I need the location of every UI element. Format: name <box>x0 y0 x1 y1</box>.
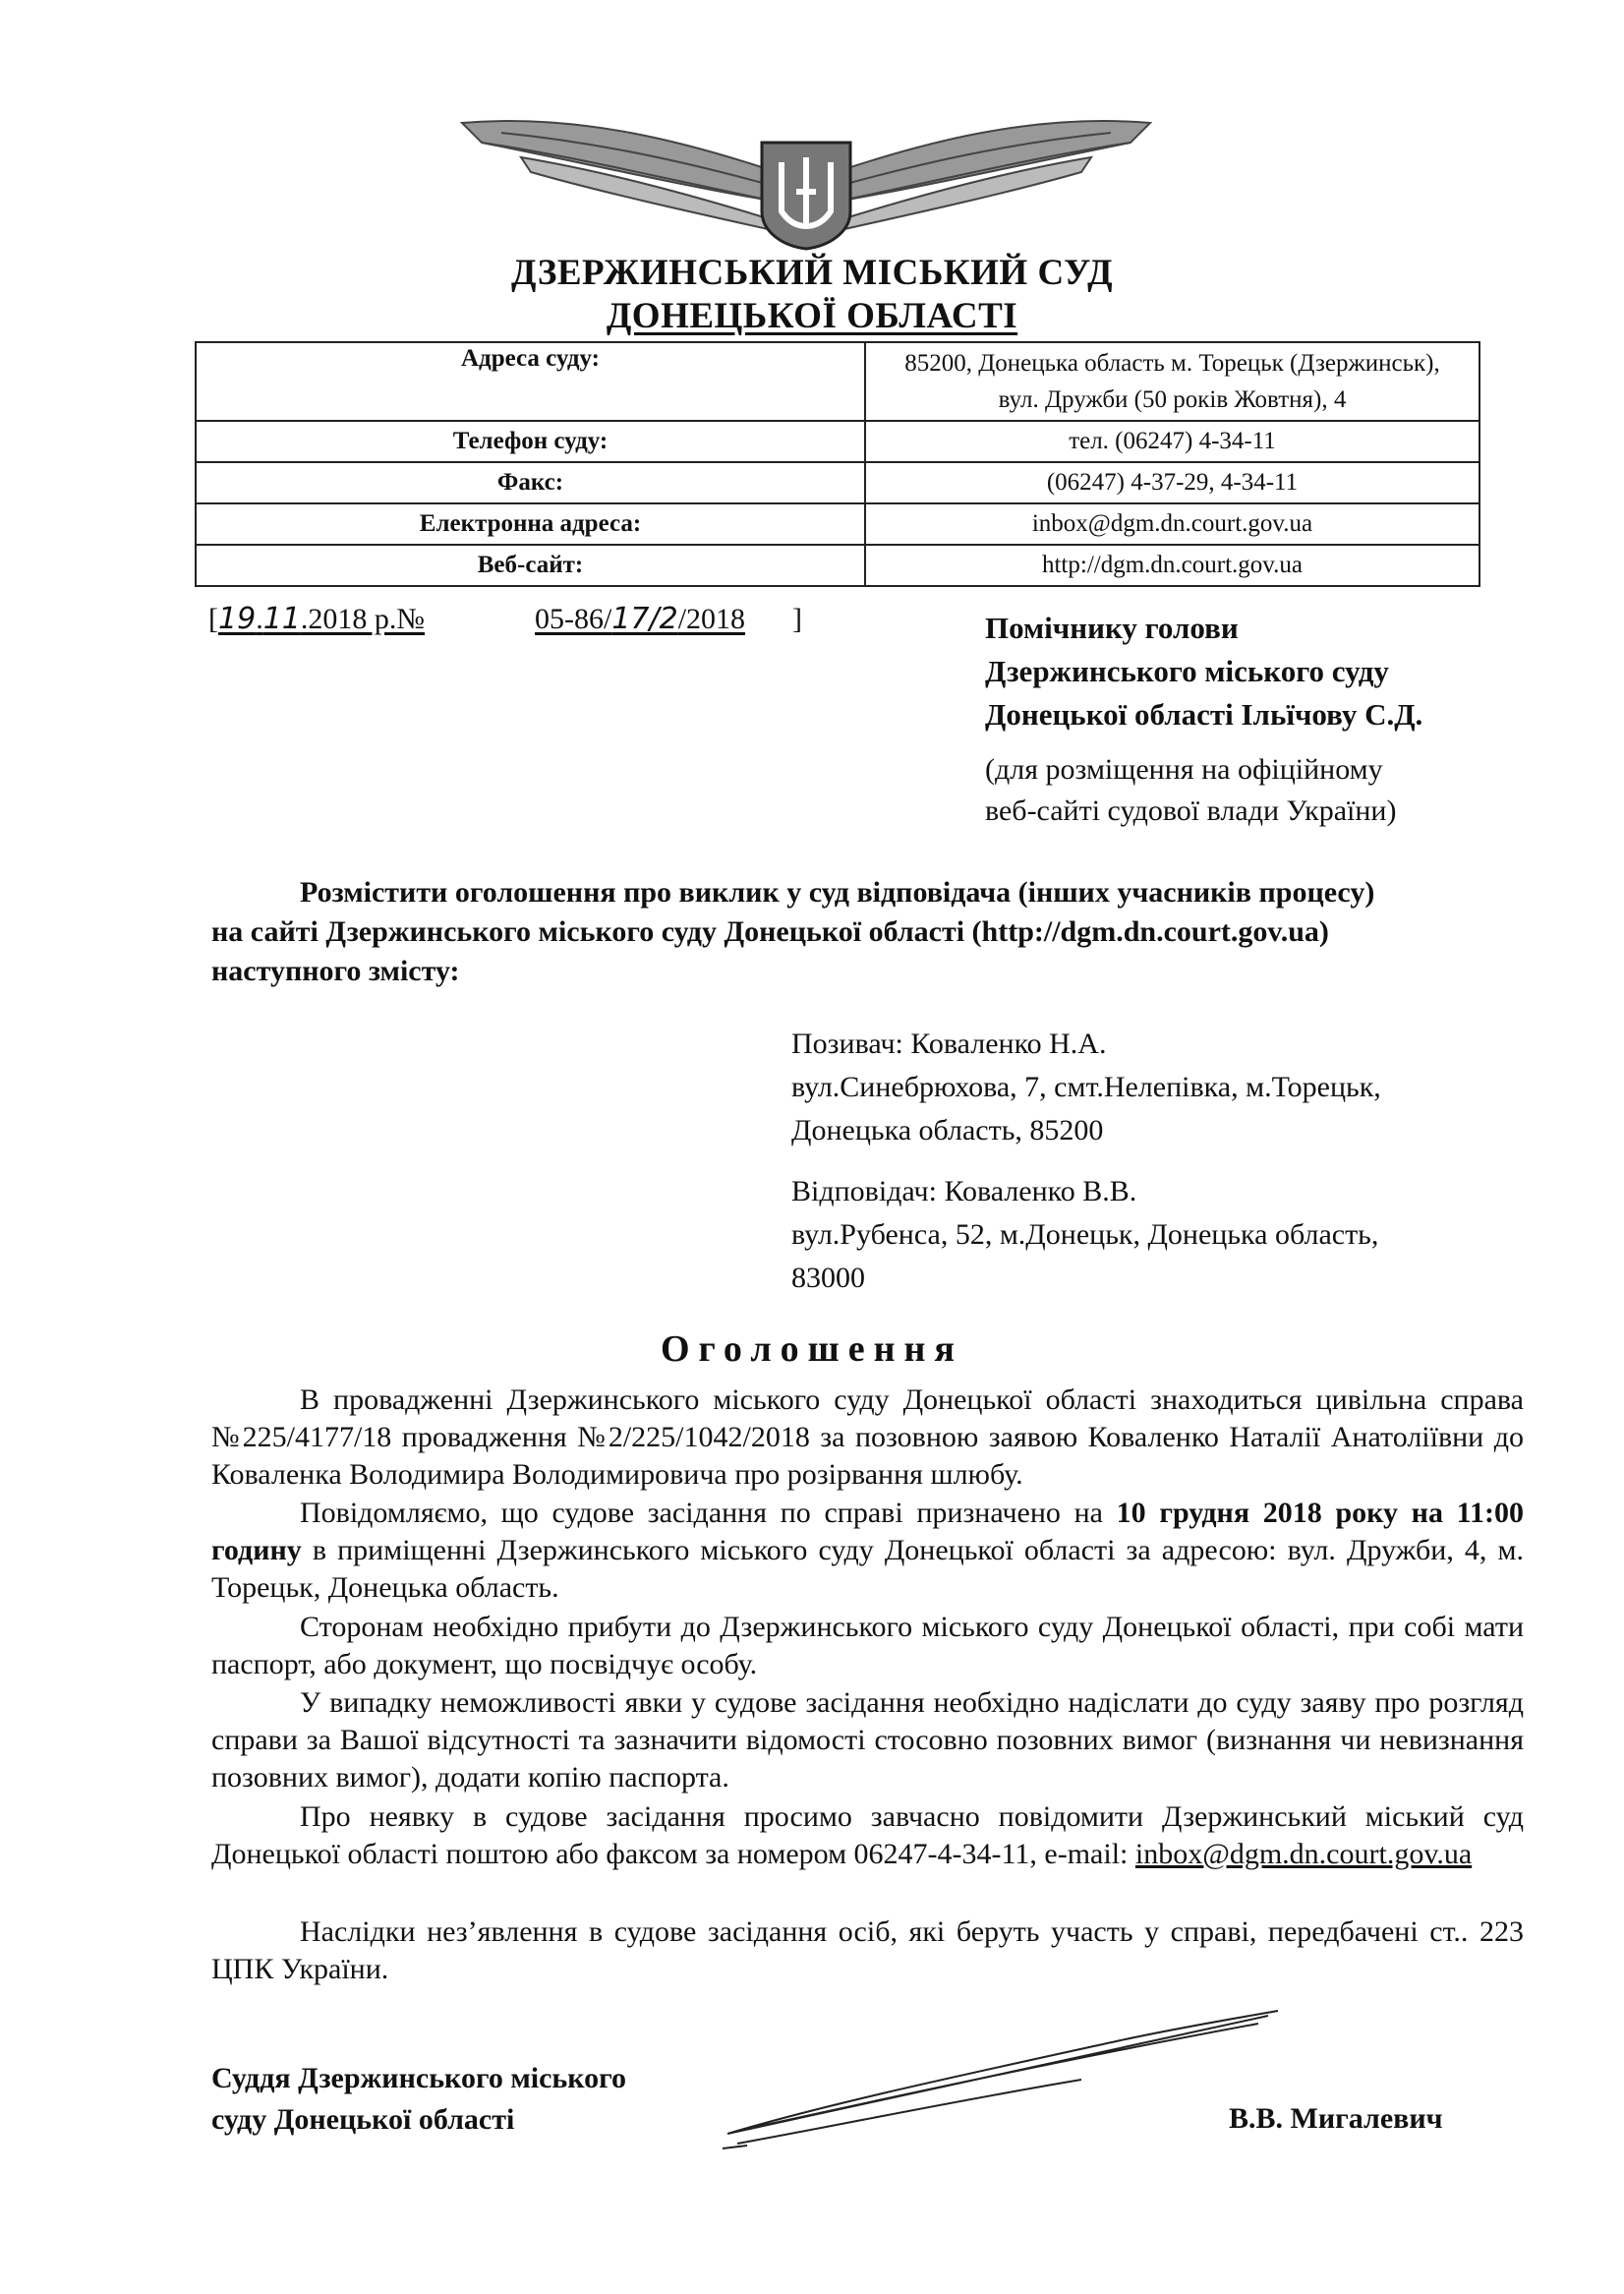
bracket-open: [ <box>208 603 218 635</box>
phone-label: Телефон суду: <box>196 421 865 462</box>
court-emblem <box>442 103 1170 251</box>
paragraph-text: Наслідки нез’явлення в судове засідання осіб, які беруть участь у справі, передбачені ст.. 223 ЦПК України. <box>211 1915 1524 1985</box>
address-line2: вул. Дружби (50 років Жовтня), 4 <box>998 386 1347 413</box>
email-value: inbox@dgm.dn.court.gov.ua <box>865 503 1479 545</box>
reference-month: 11 <box>262 602 301 636</box>
plaintiff-block <box>791 1023 1381 1152</box>
defendant-line2: вул.Рубенса, 52, м.Донецьк, Донецька область, <box>791 1218 1379 1251</box>
trident-shield <box>762 143 850 249</box>
email-link[interactable]: inbox@dgm.dn.court.gov.ua <box>1134 1838 1473 1870</box>
outgoing-reference <box>208 602 802 636</box>
recipient-line2: Дзержинського міського суду <box>985 654 1389 688</box>
address-value <box>865 342 1479 421</box>
defendant-block <box>791 1170 1378 1300</box>
email-label: Електронна адреса: <box>196 503 865 545</box>
judge-name: В.В. Мигалевич <box>1229 2102 1443 2135</box>
paragraph-text: У випадку неможливості явки у судове засідання необхідно надіслати до суду заяву про розгляд справи за Вашої відсутності та зазначити відомості стосовно позовних вимог (визнання чи невизнання позовних вимог), додати копію паспорта. <box>211 1686 1524 1794</box>
request-line1: Розмістити оголошення про виклик у суд відповідача (інших учасників процесу) <box>300 876 1375 909</box>
announcement-paragraph-3 <box>211 1609 1524 1683</box>
fax-label: Факс: <box>196 462 865 503</box>
hearing-date: 10 грудня 2018 року на 11:00 годину <box>211 1497 1524 1566</box>
bracket-close: ] <box>792 603 803 635</box>
defendant-line3: 83000 <box>791 1262 865 1294</box>
recipient-block <box>985 607 1422 736</box>
recipient-line3: Донецької області Ільїчову С.Д. <box>985 697 1423 732</box>
plaintiff-line3: Донецька область, 85200 <box>791 1114 1104 1147</box>
request-line3: наступного змісту: <box>211 955 460 987</box>
reference-day: 19 <box>218 602 257 636</box>
reference-number-suffix: /2018 <box>677 603 746 635</box>
announcement-paragraph-4 <box>211 1684 1524 1796</box>
address-line1: 85200, Донецька область м. Торецьк (Дзержинськ), <box>904 350 1440 377</box>
announcement-paragraph-6 <box>211 1913 1524 1988</box>
phone-value: тел. (06247) 4-34-11 <box>865 421 1479 462</box>
paragraph-text: в приміщенні Дзержинського міського суду Донецької області за адресою: вул. Дружби, 4, м. Торецьк, Донецька область. <box>211 1534 1524 1604</box>
announcement-heading: Оголошення <box>661 1328 963 1370</box>
announcement-paragraph-5 <box>211 1798 1524 1873</box>
paragraph-text: Повідомляємо, що судове засідання по справі призначено на <box>300 1497 1117 1529</box>
paragraph-text: В провадженні Дзержинського міського суду Донецької області знаходиться цивільна справа №225/4177/18 провадження №2/225/1042/2018 за позовною заявою Коваленко Наталії Анатоліївни до Коваленка Володимира Володимировича про розірвання шлюбу. <box>211 1383 1524 1491</box>
announcement-paragraph-1 <box>211 1382 1524 1494</box>
table-row <box>196 503 1479 545</box>
purpose-line2: веб-сайті судової влади України) <box>985 794 1397 827</box>
emblem-right-wing <box>836 121 1150 231</box>
reference-year: .2018 р.№ <box>300 603 425 635</box>
request-line2: на сайті Дзержинського міського суду Донецької області (http://dgm.dn.court.gov.ua) <box>211 915 1329 948</box>
website-label: Веб-сайт: <box>196 545 865 586</box>
reference-number-prefix: 05-86/ <box>535 603 612 635</box>
table-row <box>196 545 1479 586</box>
plaintiff-line2: вул.Синебрюхова, 7, смт.Нелепівка, м.Торецьк, <box>791 1071 1381 1103</box>
paragraph-text: Про неявку в судове засідання просимо завчасно повідомити Дзержинський міський суд Донецької області поштою або факсом за номером 06247-4-34-11, e-mail: <box>211 1800 1524 1870</box>
reference-number-handwritten: 17/2 <box>611 602 678 636</box>
court-name-line1: ДЗЕРЖИНСЬКИЙ МІСЬКИЙ СУД <box>510 253 1114 293</box>
reference-number <box>535 603 792 635</box>
table-row <box>196 462 1479 503</box>
website-value: http://dgm.dn.court.gov.ua <box>865 545 1479 586</box>
judge-position-line1: Суддя Дзержинського міського <box>211 2062 627 2094</box>
defendant-line1: Відповідач: Коваленко В.В. <box>791 1175 1137 1207</box>
judge-position-line2: суду Донецької області <box>211 2103 515 2136</box>
request-text <box>211 873 1524 991</box>
table-row <box>196 342 1479 421</box>
recipient-purpose <box>985 749 1396 832</box>
purpose-line1: (для розміщення на офіційному <box>985 753 1383 786</box>
recipient-line1: Помічнику голови <box>985 611 1239 645</box>
announcement-paragraph-2 <box>211 1495 1524 1607</box>
table-row <box>196 421 1479 462</box>
emblem-left-wing <box>462 121 777 231</box>
court-name-line2: ДОНЕЦЬКОЇ ОБЛАСТІ <box>606 296 1018 336</box>
plaintiff-line1: Позивач: Коваленко Н.А. <box>791 1028 1107 1060</box>
paragraph-text: Сторонам необхідно прибути до Дзержинського міського суду Донецької області, при собі мати паспорт, або документ, що посвідчує особу. <box>211 1611 1524 1680</box>
judge-position <box>211 2058 626 2141</box>
reference-date: 19.11.2018 р.№ <box>218 602 425 636</box>
handwritten-signature <box>708 1986 1298 2163</box>
court-contacts-table <box>195 341 1480 587</box>
address-label: Адреса суду: <box>196 342 865 421</box>
fax-value: (06247) 4-37-29, 4-34-11 <box>865 462 1479 503</box>
